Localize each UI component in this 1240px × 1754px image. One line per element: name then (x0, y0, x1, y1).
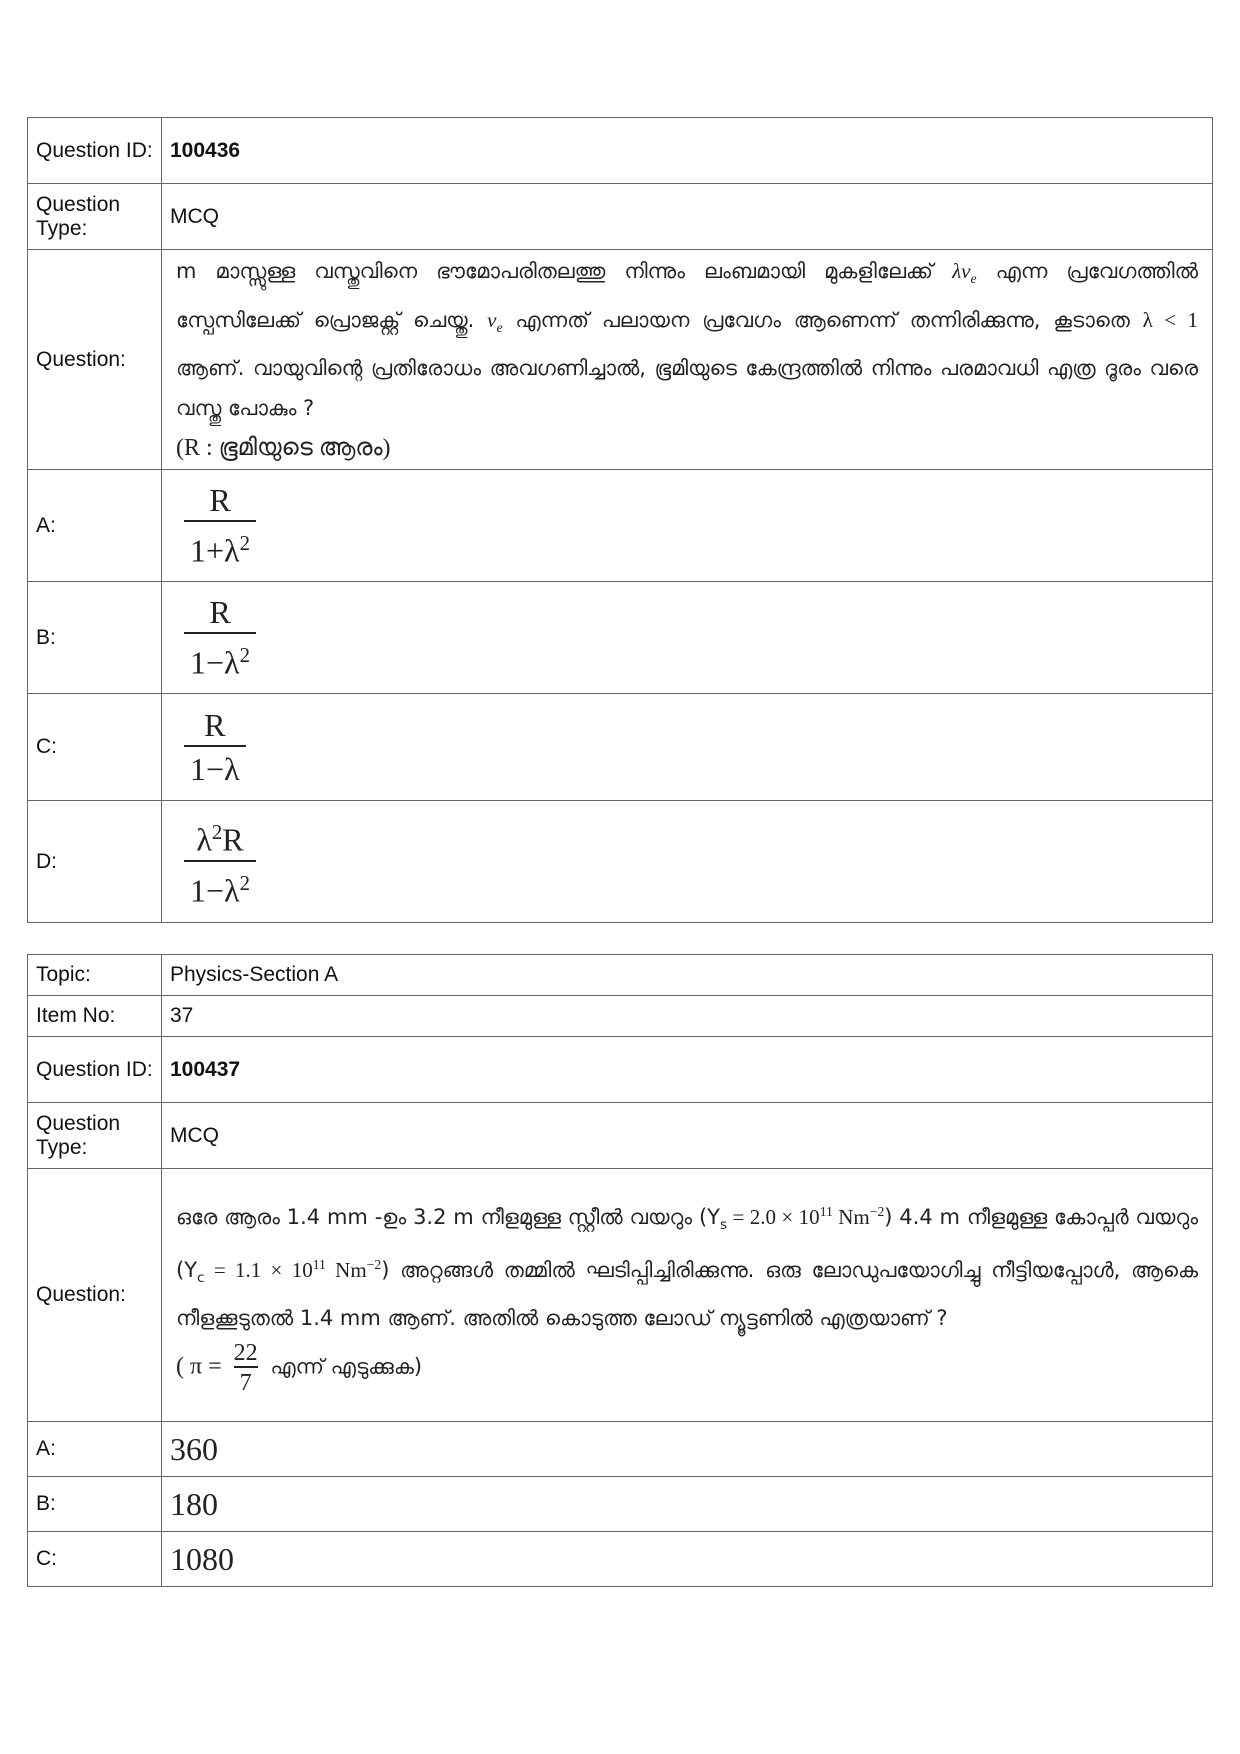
option-a-answer: 360 (162, 1422, 1213, 1477)
option-c-answer (162, 694, 1213, 801)
item-no-label: Item No: (28, 996, 162, 1037)
option-c-fraction: $\frac{R}{1-\lambda}$ (184, 705, 246, 789)
item-no-value: 37 (162, 996, 1213, 1037)
option-c-label: C: (28, 694, 162, 801)
question-note: (R : ഭൂമിയുടെ ആരം) (176, 434, 391, 461)
question-type-value: MCQ (162, 1103, 1213, 1169)
option-a-label: A: (28, 1422, 162, 1477)
topic-value: Physics-Section A (162, 955, 1213, 996)
option-b-answer: 180 (162, 1477, 1213, 1532)
question-id-label: Question ID: (28, 118, 162, 184)
question-text: m മാസ്സുള്ള വസ്തുവിനെ ഭൗമോപരിതലത്തു നിന്നും ലംബമായി മുകളിലേക്ക് $\lambda v_e$ എന്ന പ്രവേഗത്തിൽ സ്പേസിലേക്ക് പ്രൊജക്റ്റ് ചെയ്തു. $v_e$ എന്നത് പലായന പ്രവേഗം ആണെന്ന് തന്നിരിക്കുന്നു, കൂടാതെ λ < 1 ആണ്. വായുവിന്റെ പ്രതിരോധം അവഗണിച്ചാൽ, ഭൂമിയുടെ കേന്ദ്രത്തിൽ നിന്നും പരമാവധി എത്ര ദൂരം വരെ വസ്തു പോകും ? (176, 259, 1199, 420)
question-id-value: 100436 (162, 118, 1213, 184)
question-type-label: Question Type: (28, 184, 162, 250)
option-a-label: A: (28, 470, 162, 582)
option-b-label: B: (28, 1477, 162, 1532)
question-text: ഒരേ ആരം 1.4 mm -ഉം 3.2 m നീളമുള്ള സ്റ്റീൽ വയറും ($Y_s = 2.0 \times 10^{11}$ $Nm^{-2}$) 4.4 m നീളമുള്ള കോപ്പർ വയറും ($Y_c = 1.1 \times 10^{11}$ $Nm^{-2}$) അറ്റങ്ങൾ തമ്മിൽ ഘടിപ്പിച്ചിരിക്കുന്നു. ഒരു ലോഡുപയോഗിച്ചു നീട്ടിയപ്പോൾ, ആകെ നീളക്കൂടുതൽ 1.4 mm ആണ്. അതിൽ കൊടുത്ത ലോഡ് ന്യൂട്ടണിൽ എത്രയാണ് ? (176, 1203, 1199, 1331)
question-label: Question: (28, 250, 162, 470)
question-note: ( π = $\frac{22}{7}$ എന്ന് എടുക്കുക) (176, 1340, 423, 1397)
option-b-answer (162, 582, 1213, 694)
question-table-2 (27, 954, 1213, 1587)
option-a-answer (162, 470, 1213, 582)
question-text-cell (162, 250, 1213, 470)
option-b-fraction: $\frac{R}{1-\lambda^2}$ (184, 592, 256, 683)
option-a-fraction: $\frac{R}{1+\lambda^2}$ (184, 480, 256, 571)
question-id-label: Question ID: (28, 1037, 162, 1103)
option-b-label: B: (28, 582, 162, 694)
option-d-label: D: (28, 801, 162, 923)
question-type-label: Question Type: (28, 1103, 162, 1169)
topic-label: Topic: (28, 955, 162, 996)
question-id-value: 100437 (162, 1037, 1213, 1103)
pi-fraction: $\frac{22}{7}$ (233, 1340, 258, 1397)
question-table-1 (27, 117, 1213, 923)
option-d-fraction: $\frac{\lambda^2R}{1-\lambda^2}$ (184, 813, 256, 910)
question-type-value: MCQ (162, 184, 1213, 250)
option-c-answer: 1080 (162, 1532, 1213, 1587)
option-c-label: C: (28, 1532, 162, 1587)
option-d-answer (162, 801, 1213, 923)
question-text-cell (162, 1169, 1213, 1422)
question-label: Question: (28, 1169, 162, 1422)
